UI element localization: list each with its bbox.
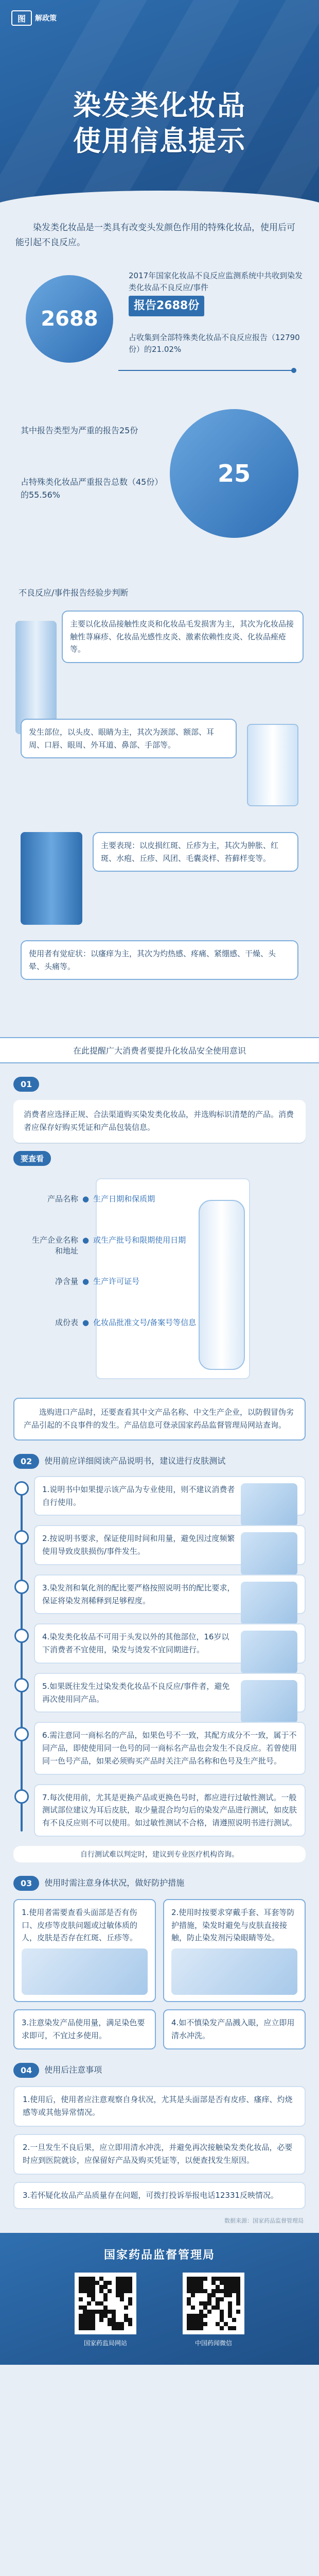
stat-area [15,260,304,579]
reminder-banner: 在此提醒广大消费者要提升化妆品安全使用意识 [0,1037,319,1063]
section-4-item-1: 1.使用后，使用者应注意观察自身状况，尤其是头面部是否有皮疹、瘙痒、灼烧感等或其他异常情况。 [13,2086,306,2127]
step-2: 2.按说明书要求，保证使用时间和用量，避免因过度频繁使用导致皮肤损伤/事件发生。 [13,1525,306,1565]
section-4-list [13,2086,306,2210]
section-3-item-4: 4.如不慎染发产品溅入眼，应立即用清水冲洗。 [163,2009,306,2049]
stat-badge: 报告2688份 [129,296,204,316]
section-3-item-1: 1.使用者需要查看头面部是否有伤口、皮疹等皮肤问题或过敏体质的人，皮肤是否存在红斑、丘疹等。 [13,1899,156,2002]
qr-row [0,2273,319,2347]
qr-block-1 [75,2273,136,2347]
product-label-area [13,1173,306,1389]
footer-credit: 数据来源：国家药品监督管理局 [224,2217,304,2225]
qr-code-icon[interactable] [183,2273,244,2334]
footer [0,2233,319,2365]
logo-text: 解政策 [35,14,57,23]
label-row-4: 成份表 ● 化妆品批准文号/备案号等信息 [55,1317,197,1327]
section-2-title: 使用前应详细阅读产品说明书，建议进行皮肤测试 [44,1456,226,1466]
section-1-chip: 要查看 [13,1151,51,1166]
step-4: 4.染发类化妆品不可用于头发以外的其他部位，16岁以下消费者不宜使用，染发与烫发不宜同期进行。 [13,1623,306,1664]
footer-org: 国家药品监督管理局 [103,2249,215,2262]
title-line-1: 染发类化妆品 [73,89,246,122]
section-1-header [13,1077,306,1092]
step-7: 7.每次使用前，尤其是更换产品或更换色号时，都应进行过敏性测试。一般测试部位建议为耳后皮肤，取少量混合均匀后的染发产品进行测试，如皮肤有不良反应则不可以使用。如过敏性测试不合格，请遵照说明书进行测试。 [13,1784,306,1837]
symptom-box-2: 发生部位，以头皮、眼睛为主，其次为颈部、额部、耳周、口唇、眼周、外耳道、鼻部、手部等。 [21,719,237,759]
step-3-image [241,1582,297,1625]
step-6: 6.需注意同一商标名的产品，如果色号不一致，其配方成分不一致，属于不同产品，即使使用同一色号的同一商标名产品也会发生不良反应。若曾使用同一色号产品，如果必须购买产品时关注产品名称和色号及生产批号。 [13,1722,306,1774]
qr-code-icon[interactable] [75,2273,136,2334]
stat-caption: 2017年国家化妆品不良反应监测系统中共收到染发类化妆品不良反应/事件 报告2688份 [129,270,304,317]
section-3-image-2 [171,1948,297,1995]
stat-circle-small: 25 [170,409,298,538]
qr-label-1: 国家药监局网站 [83,2340,127,2347]
serious-label: 其中报告类型为严重的报告25份 [21,425,138,435]
section-4-title: 使用后注意事项 [44,2065,102,2075]
step-3: 3.染发剂和氧化剂的配比要严格按照说明书的配比要求，保证将染发剂稀释到足够程度。 [13,1574,306,1615]
hero-banner [0,0,319,211]
section-2-caption: 自行测试难以判定时，建议到专业医疗机构咨询。 [13,1846,306,1862]
section-4-item-2: 2.一旦发生不良后果，应立即用清水冲洗，并避免再次接触染发类化妆品，必要时应到医院就诊，应保留好产品及购买凭证等，以便查找发生原因。 [13,2134,306,2175]
section-4-item-3: 3.若怀疑化妆品产品质量存在问题，可拨打投诉举报电话12331反映情况。 [13,2182,306,2210]
stat-circle-large: 2688 [26,275,113,363]
step-5-image [241,1680,297,1723]
section-3-title: 使用时需注意身体状况，做好防护措施 [44,1878,185,1888]
intro-section [0,211,319,584]
logo-icon: 图 [11,10,32,26]
step-1-image [241,1483,297,1527]
section-1-notice: 选购进口产品时，还要查看其中文产品名称、中文生产企业，以防假冒伪劣产品引起的不良事件的发生。产品信息可登录国家药品监督管理局网站查询。 [13,1398,306,1440]
step-1: 1.说明书中如果提示该产品为专业使用，则不建议消费者自行使用。 [13,1476,306,1516]
section-3-item-2: 2.使用时按要求穿戴手套、耳套等防护措施，染发时避免与皮肤直接接触，防止染发剂污染眼睛等处。 [163,1899,306,2002]
section-2-number: 02 [13,1454,39,1469]
symptom-box-4: 使用者有觉症状：以瘙痒为主，其次为灼热感、疼痛、紧绷感、干燥、头晕、头痛等。 [21,940,298,980]
section-3-grid [13,1899,306,2049]
section-4-header [13,2063,306,2078]
section-2-header [13,1454,306,1469]
logo [11,10,57,26]
qr-block-2 [183,2273,244,2347]
section-4-number: 04 [13,2063,39,2078]
symptom-heading: 不良反应/事件报告经验步判断 [19,587,129,598]
symptom-box-1: 主要以化妆品接触性皮炎和化妆品毛发损害为主，其次为化妆品接触性荨麻疹、化妆品光感性皮炎、激素依赖性皮炎、化妆品痤疮等。 [62,611,304,663]
symptom-box-3: 主要表现：以皮损红斑、丘疹为主，其次为肿胀、红斑、水疱、丘疹、风团、毛囊炎样、苔藓样变等。 [93,832,298,872]
section-1-number: 01 [13,1077,39,1092]
serious-share: 占特殊类化妆品严重报告总数（45份）的55.56% [21,477,159,500]
section-3-item-3: 3.注意染发产品使用量，满足染色要求即可，不宜过多使用。 [13,2009,156,2049]
section-3-image-1 [22,1948,148,1995]
section-1-text: 消费者应选择正规、合法渠道购买染发类化妆品，并选购标识清楚的产品。消费者应保存好购买凭证和产品包装信息。 [24,1109,294,1132]
section-3-header [13,1876,306,1891]
section-2-steps [13,1476,306,1837]
label-row-1: 产品名称 ● 生产日期和保质期 [47,1194,155,1204]
stat-share: 占收集到全部特殊类化妆品不良反应报告（12790份）的21.02% [129,332,300,354]
page-title [36,88,283,159]
qr-label-2: 中国药闻微信 [194,2340,232,2347]
title-line-2: 使用信息提示 [73,125,246,158]
step-2-image [241,1532,297,1575]
step-4-image [241,1631,297,1674]
intro-paragraph: 染发类化妆品是一类具有改变头发颜色作用的特殊化妆品，使用后可能引起不良反应。 [15,223,295,248]
label-row-3: 净含量 ● 生产许可证号 [55,1276,140,1286]
step-5: 5.如果既往发生过染发类化妆品不良反应/事件者，避免再次使用同产品。 [13,1673,306,1713]
section-3-number: 03 [13,1876,39,1891]
section-1-card [13,1100,306,1143]
label-row-2: 生产企业名称和地址 ● 或生产批号和限期使用日期 [31,1235,186,1256]
symptom-section [10,605,309,1028]
